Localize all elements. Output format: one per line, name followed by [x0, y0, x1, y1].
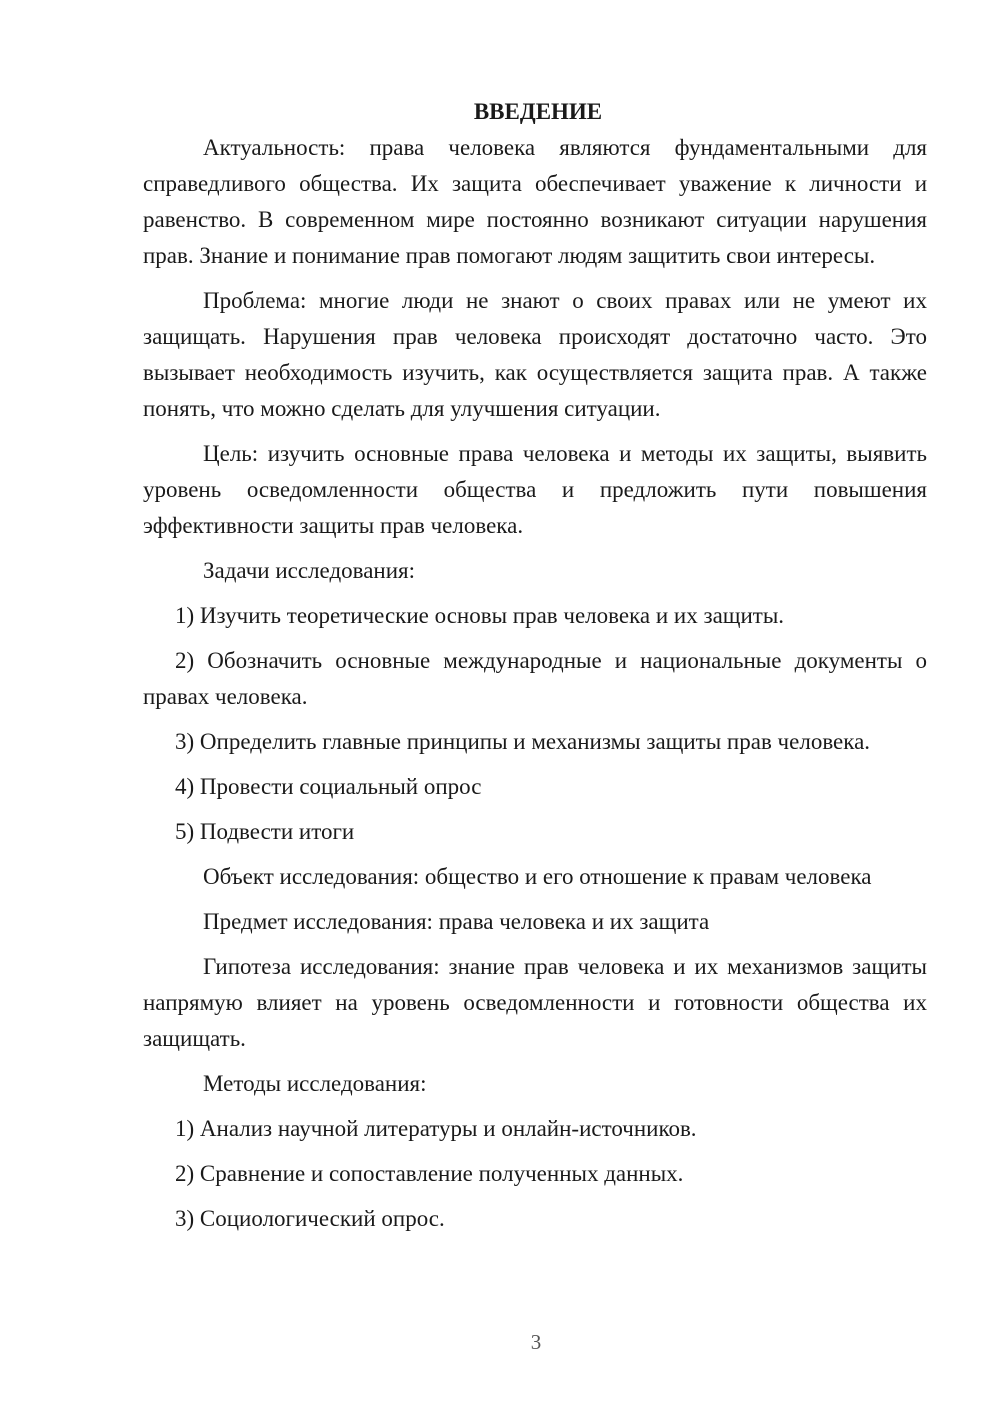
section-heading: ВВЕДЕНИЕ [473, 99, 603, 124]
problem-paragraph: Проблема: многие люди не знают о своих правах или не умеют их защищать. Нарушения прав человека происходят достаточно часто. Это вызывает необходимость изучить, как осуществляется защита прав. А также понять, что можно сделать для улучшения ситуации. [143, 288, 927, 421]
task-item: 1) Изучить теоретические основы прав человека и их защиты. [175, 603, 785, 628]
method-item: 3) Социологический опрос. [175, 1206, 445, 1231]
task-item: 4) Провести социальный опрос [175, 774, 482, 799]
page-number: 3 [530, 1330, 542, 1354]
methods-heading: Методы исследования: [203, 1071, 427, 1096]
relevance-paragraph: Актуальность: права человека являются фундаментальными для справедливого общества. Их защита обеспечивает уважение к личности и равенство. В современном мире постоянно возникают ситуации нарушения прав. Знание и понимание прав помогают людям защитить свои интересы. [143, 135, 927, 268]
subject-paragraph: Предмет исследования: права человека и их защита [203, 909, 710, 934]
hypothesis-paragraph: Гипотеза исследования: знание прав человека и их механизмов защиты напрямую влияет на уровень осведомленности и готовности общества их защищать. [143, 954, 927, 1051]
object-paragraph: Объект исследования: общество и его отношение к правам человека [203, 864, 872, 889]
method-item: 1) Анализ научной литературы и онлайн-источников. [175, 1116, 697, 1141]
task-item: 5) Подвести итоги [175, 819, 355, 844]
method-item: 2) Сравнение и сопоставление полученных данных. [175, 1161, 684, 1186]
task-item: 2) Обозначить основные международные и национальные документы о правах человека. [143, 648, 927, 709]
page-content [143, 96, 927, 1246]
tasks-heading: Задачи исследования: [203, 558, 416, 583]
task-item: 3) Определить главные принципы и механизмы защиты прав человека. [175, 729, 871, 754]
goal-paragraph: Цель: изучить основные права человека и методы их защиты, выявить уровень осведомленности общества и предложить пути повышения эффективности защиты прав человека. [143, 441, 927, 538]
